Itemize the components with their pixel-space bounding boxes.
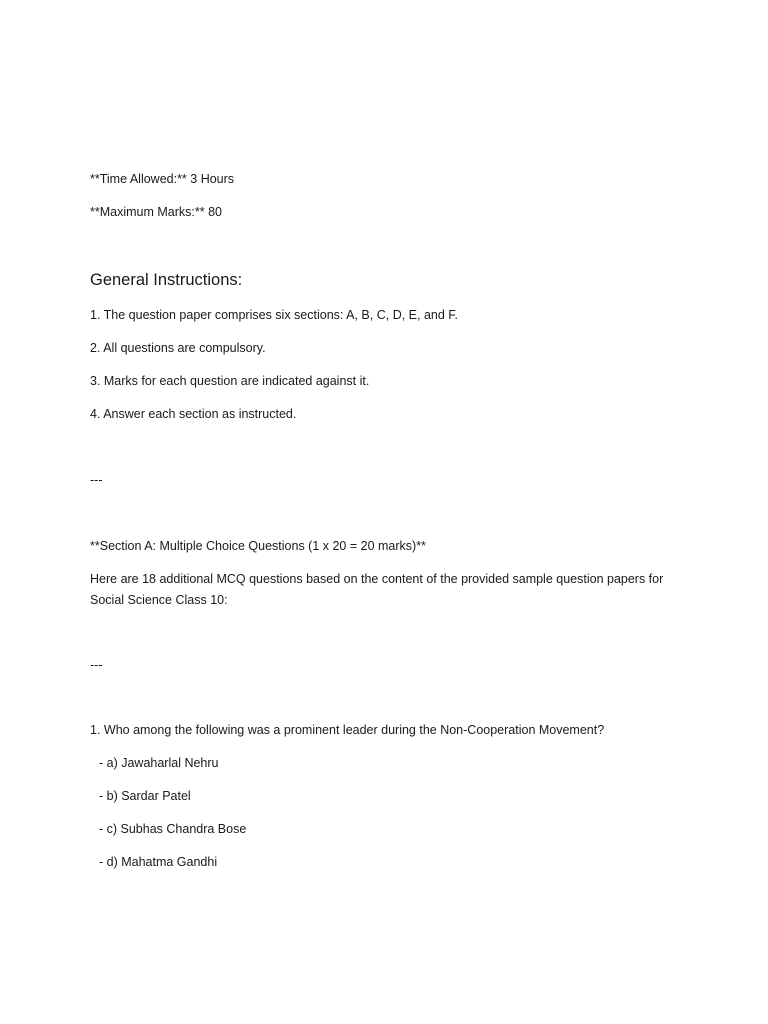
instruction-item: 1. The question paper comprises six sections: A, B, C, D, E, and F. [90, 308, 458, 322]
maximum-marks: **Maximum Marks:** 80 [90, 205, 222, 219]
question-option: - c) Subhas Chandra Bose [99, 822, 247, 836]
question-option: - d) Mahatma Gandhi [99, 855, 218, 869]
time-allowed: **Time Allowed:** 3 Hours [90, 172, 235, 186]
section-a-intro: Here are 18 additional MCQ questions based on the content of the provided sample question papers for Social Science Class 10: [90, 572, 664, 607]
question-option: - a) Jawaharlal Nehru [99, 756, 219, 770]
general-instructions-heading: General Instructions: [90, 271, 243, 289]
section-a-title: **Section A: Multiple Choice Questions (1 x 20 = 20 marks)** [90, 539, 426, 553]
instruction-item: 2. All questions are compulsory. [90, 341, 266, 355]
question-option: - b) Sardar Patel [99, 789, 191, 803]
instruction-item: 4. Answer each section as instructed. [90, 407, 297, 421]
separator: --- [90, 473, 103, 487]
separator: --- [90, 658, 103, 672]
question-text: 1. Who among the following was a prominent leader during the Non-Cooperation Movement? [90, 723, 605, 737]
instruction-item: 3. Marks for each question are indicated against it. [90, 374, 370, 388]
